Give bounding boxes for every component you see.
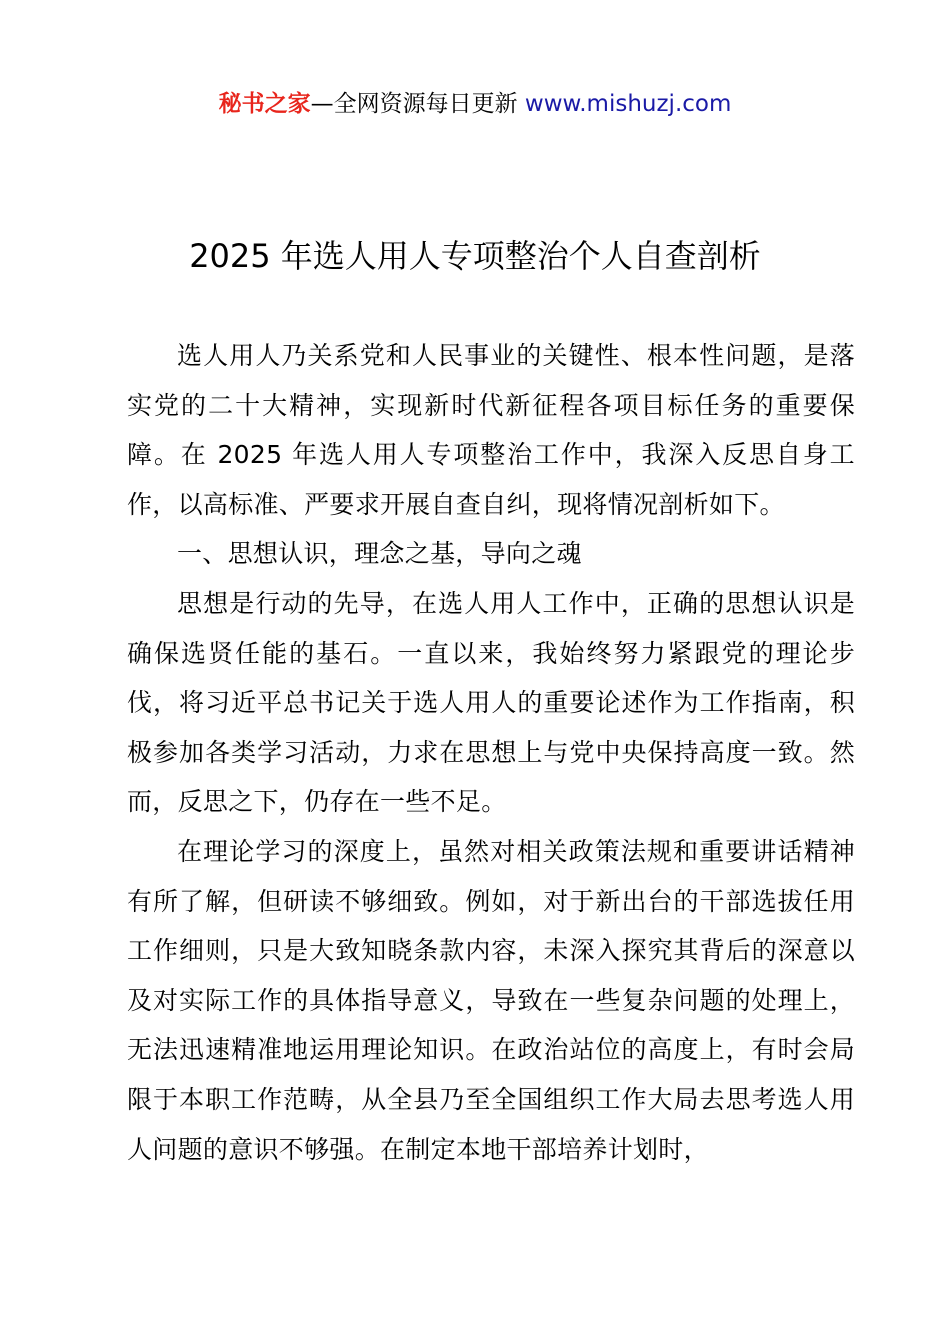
site-url-link[interactable]: www.mishuzj.com — [524, 91, 732, 117]
brand-name: 秘书之家 — [218, 91, 311, 117]
document-body — [127, 331, 855, 1174]
document-title: 2025 年选人用人专项整治个人自查剖析 — [189, 237, 761, 275]
body-paragraph: 思想是行动的先导，在选人用人工作中，正确的思想认识是确保选贤任能的基石。一直以来，我始终努力紧跟党的理论步伐，将习近平总书记关于选人用人的重要论述作为工作指南，积极参加各类学习活动，力求在思想上与党中央保持高度一致。然而，反思之下，仍存在一些不足。 — [127, 588, 855, 817]
body-paragraph: 在理论学习的深度上，虽然对相关政策法规和重要讲话精神有所了解，但研读不够细致。例如，对于新出台的干部选拔任用工作细则，只是大致知晓条款内容，未深入探究其背后的深意以及对实际工作的具体指导意义，导致在一些复杂问题的处理上，无法迅速精准地运用理论知识。在政治站位的高度上，有时会局限于本职工作范畴，从全县乃至全国组织工作大局去思考选人用人问题的意识不够强。在制定本地干部培养计划时， — [127, 836, 855, 1164]
intro-paragraph: 选人用人乃关系党和人民事业的关键性、根本性问题，是落实党的二十大精神，实现新时代新征程各项目标任务的重要保障。在 2025 年选人用人专项整治工作中，我深入反思自身工作，以高标准、严要求开展自查自纠，现将情况剖析如下。 — [127, 341, 855, 519]
header-tagline: —全网资源每日更新 — [310, 91, 518, 117]
site-header — [0, 88, 950, 120]
section-heading: 一、思想认识，理念之基，导向之魂 — [177, 539, 582, 569]
